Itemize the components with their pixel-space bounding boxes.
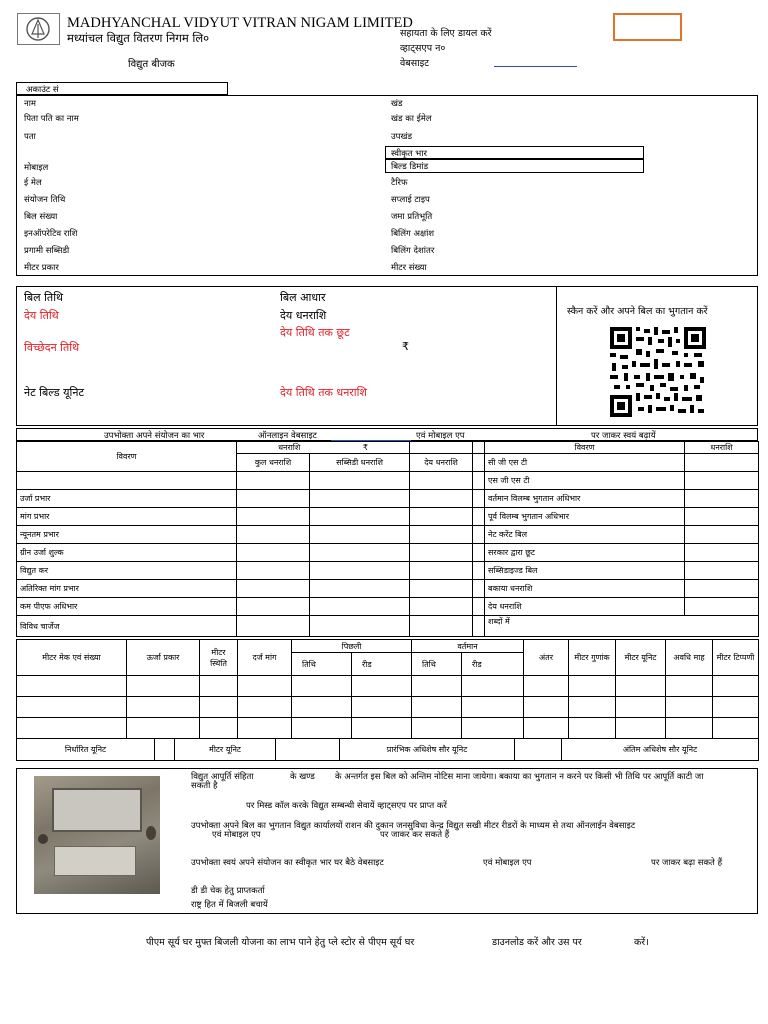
missed-call-text: पर मिस्ड कॉल करके विद्युत सम्बन्धी सेवायें व्हाट्सएप पर प्राप्त करें (246, 801, 447, 811)
summary-qr-divider (556, 286, 557, 426)
right-vivaran-header: विवरण (485, 442, 685, 454)
green-energy-fee-label: ग्रीन उर्जा शुल्क (17, 544, 237, 562)
arrear-amount-label: बकाया धनराशि (485, 580, 685, 598)
meter-units-value (276, 739, 340, 761)
download-text: डाउनलोड करें और उस पर (492, 937, 582, 948)
website-link-underline[interactable] (494, 66, 577, 67)
division-label: खंड (391, 99, 403, 109)
payable-amount-label: देय धनराशि (485, 598, 685, 616)
payment-channels-text: उपभोक्ता अपने बिल का भुगतान विद्युत कार्यालयों राशन की दुकान जनसुविधा केन्द्र विद्युत सखी मीटर रीडरों के माध्यम से तथा ऑनलाईन वेबसाइट (191, 821, 636, 831)
supply-type-label: सप्लाई टाइप (391, 195, 430, 205)
meter-row (17, 697, 759, 718)
total-amount-header: कुल धनराशि (237, 454, 310, 472)
payment-qr-code[interactable] (610, 327, 706, 417)
meter-display-panel (52, 788, 142, 832)
rupee-symbol: ₹ (402, 340, 409, 353)
prev-read-header: रीड (352, 653, 412, 676)
difference-header: अंतर (524, 640, 569, 676)
bill-date-label: बिल तिथि (24, 291, 64, 304)
security-deposit-label: जमा प्रतिभूति (391, 212, 433, 222)
load-line-text-b: ऑनलाइन वेबसाइट (258, 431, 317, 441)
account-number-label: अकाउंट सं (26, 85, 59, 95)
electricity-tax-label: विद्युत कर (17, 562, 237, 580)
save-electricity-text: राष्ट्र हित में बिजली बचायें (191, 900, 268, 910)
due-amount-label: देय धनराशि (280, 309, 327, 322)
mobile-app-text: एवं मोबाइल एप (212, 830, 261, 840)
load-line-text-a: उपभोक्ता अपने संयोजन का भार (104, 431, 205, 441)
payable-amount-header: देय धनराशि (410, 454, 473, 472)
connection-date-label: संयोजन तिथि (24, 195, 66, 205)
load-increase-website-text: उपभोक्ता स्वयं अपने संयोजन का स्वीकृत भार घर बैठे वेबसाइट (191, 858, 384, 868)
prev-date-header: तिथि (292, 653, 352, 676)
pm-surya-ghar-text: पीएम सूर्य घर मुफ्त बिजली योजना का लाभ पाने हेतु प्ले स्टोर से पीएम सूर्य घर (146, 937, 415, 948)
meter-units-header: मीटर यूनिट (616, 640, 666, 676)
subsidy-amount-header: सब्सिडी धनराशि (310, 454, 410, 472)
initial-surplus-solar-value (515, 739, 562, 761)
amount-by-due-date-label: देय तिथि तक धनराशि (280, 386, 367, 399)
final-notice-text: के अन्तर्गत इस बिल को अन्तिम नोटिस माना जायेगा। बकाया का भुगतान न करने पर किसी भी तिथि पर आपूर्ति काटी जा (335, 772, 704, 782)
period-months-header: अवधि माह (666, 640, 713, 676)
load-line-text-c: एवं मोबाइल एप (416, 431, 465, 441)
load-increase-app-text: एवं मोबाइल एप (483, 858, 532, 868)
current-reading-header: वर्तमान (412, 640, 524, 653)
demand-charge-label: मांग प्रभार (17, 508, 237, 526)
previous-late-surcharge-label: पूर्व विलम्ब भुगतान अधिभार (485, 508, 685, 526)
meter-row (17, 676, 759, 697)
meter-row (17, 718, 759, 739)
meter-number-label: मीटर संख्या (391, 263, 427, 273)
billed-demand-label: बिल्ड डिमांड (391, 162, 429, 172)
low-pf-surcharge-label: कम पीएफ अधिभार (17, 598, 237, 616)
additional-demand-charge-label: अतिरिक्त मांग प्रभार (17, 580, 237, 598)
meter-screw-left (38, 834, 48, 844)
rebate-by-due-date-label: देय तिथि तक छूट (280, 326, 350, 339)
mobile-label: मोबाइल (24, 163, 49, 173)
energy-charge-label: उर्जा प्रभार (17, 490, 237, 508)
amount-in-words-label: शब्दों में (485, 616, 759, 637)
whatsapp-label: व्हाट्सएप न० (400, 43, 446, 54)
meter-label-strip (54, 846, 136, 876)
cgst-label: सी जी एस टी (485, 454, 685, 472)
right-amount-header: धनराशि (685, 442, 759, 454)
curr-date-header: तिथि (412, 653, 462, 676)
company-logo (17, 13, 60, 45)
meter-units-label: मीटर यूनिट (175, 739, 276, 761)
do-text: करें। (634, 937, 649, 948)
curr-read-header: रीड (462, 653, 524, 676)
sgst-label: एस जी एस टी (485, 472, 685, 490)
meter-remarks-header: मीटर टिप्पणी (713, 640, 759, 676)
meter-status-header: मीटर स्थिति (200, 640, 238, 676)
supply-code-text: विद्युत आपूर्ति संहिता (191, 772, 254, 782)
misc-charges-label: विविध चार्जेज (17, 616, 237, 637)
consumer-details-box (16, 95, 758, 276)
minimum-charge-label: न्यूनतम प्रभार (17, 526, 237, 544)
can-pay-text: पर जाकर कर सकते हैं (380, 830, 450, 840)
load-line-text-d: पर जाकर स्वयं बढ़ायें (591, 431, 656, 441)
bill-number-label: बिल संख्या (24, 212, 58, 222)
net-current-bill-label: नेट करेंट बिल (485, 526, 685, 544)
dd-cheque-payee-text: डी डी चेक हेतु प्राप्तकर्ता (191, 886, 265, 896)
father-husband-name-label: पिता पति का नाम (24, 114, 79, 124)
solar-units-table (16, 738, 759, 761)
consumer-name-label: नाम (24, 99, 37, 109)
charges-header-gap (473, 442, 485, 454)
scan-to-pay-text: स्कैन करें और अपने बिल का भुगतान करें (567, 306, 708, 317)
clause-text: के खण्ड (290, 772, 315, 782)
energy-type-header: ऊर्जा प्रकार (127, 640, 200, 676)
charges-header-blank (410, 442, 473, 454)
progressive-subsidy-label: प्रगामी सब्सिडी (24, 246, 70, 256)
email-label: ई मेल (24, 178, 42, 188)
company-name-hi: मध्यांचल विद्युत वितरण निगम लि० (67, 31, 210, 45)
charges-amount-header-label: धनराशि (278, 443, 301, 452)
recorded-demand-header: दर्ज मांग (238, 640, 292, 676)
meter-multiplier-header: मीटर गुणांक (569, 640, 616, 676)
subsidized-bill-label: सब्सिडाइज्ड बिल (485, 562, 685, 580)
bill-basis-label: बिल आधार (280, 291, 326, 304)
billing-longitude-label: बिलिंग देशांतर (391, 246, 435, 256)
charges-amount-header (237, 442, 410, 454)
subdivision-label: उपखंड (391, 132, 412, 142)
current-late-surcharge-label: वर्तमान विलम्ब भुगतान अधिभार (485, 490, 685, 508)
initial-surplus-solar-label: प्रारंभिक अधिशेष सौर यूनिट (340, 739, 515, 761)
company-name-en: MADHYANCHAL VIDYUT VITRAN NIGAM LIMITED (67, 15, 413, 31)
charges-rupee-symbol: ₹ (362, 443, 368, 452)
meter-make-header: मीटर मेक एवं संख्या (17, 640, 127, 676)
disconnection-date-label: विच्छेदन तिथि (24, 341, 80, 354)
final-surplus-solar-label: अंतिम अधिशेष सौर यूनिट (562, 739, 759, 761)
assessed-units-value (155, 739, 175, 761)
previous-reading-header: पिछली (292, 640, 412, 653)
address-label: पता (24, 132, 36, 142)
net-billed-units-label: नेट बिल्ड यूनिट (24, 386, 85, 399)
meter-photo (34, 776, 160, 894)
assessed-units-label: निर्धारित यूनिट (17, 739, 155, 761)
website-label: वेबसाइट (400, 58, 430, 69)
doc-title: विद्युत बीजक (128, 59, 175, 70)
sanctioned-load-label: स्वीकृत भार (391, 149, 427, 159)
due-date-label: देय तिथि (24, 309, 59, 322)
charges-vivaran-header: विवरण (17, 442, 237, 472)
inoperative-amount-label: इनऑपरेटिव राशि (24, 229, 78, 239)
bill-amount-highlight-box (613, 13, 682, 41)
charges-table (16, 441, 759, 637)
tariff-label: टैरिफ (391, 178, 408, 188)
header-gap-2 (473, 454, 485, 472)
final-notice-text-cont: सकती है (191, 781, 218, 791)
help-dial-label: सहायता के लिए डायल करें (400, 28, 492, 39)
meter-screw-right (146, 826, 156, 840)
cgst-value (685, 454, 759, 472)
billing-latitude-label: बिलिंग अक्षांश (391, 229, 435, 239)
load-increase-can-text: पर जाकर बढ़ा सकते हैं (651, 858, 723, 868)
division-email-label: खंड का ईमेल (391, 114, 432, 124)
meter-reading-table (16, 639, 759, 739)
charges-blank-row (17, 472, 237, 490)
meter-type-label: मीटर प्रकार (24, 263, 59, 273)
govt-rebate-label: सरकार द्वारा छूट (485, 544, 685, 562)
